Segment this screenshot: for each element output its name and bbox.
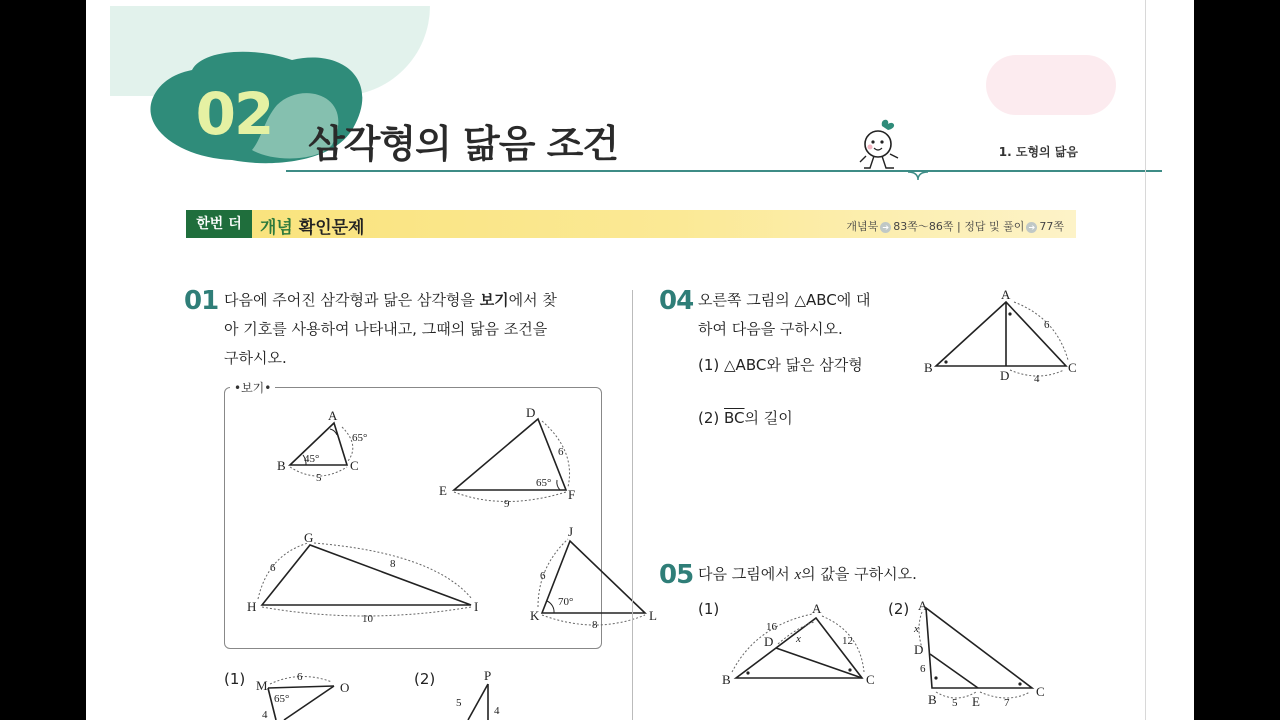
workbook-page: [86, 0, 1194, 720]
svg-text:65°: 65°: [274, 693, 290, 705]
svg-text:C: C: [1068, 360, 1077, 375]
problem-04-sub-1: (1) △ABC와 닮은 삼각형: [698, 356, 863, 374]
svg-text:8: 8: [592, 619, 598, 631]
svg-text:D: D: [1000, 368, 1010, 383]
chapter-number: 02: [195, 80, 273, 148]
svg-text:G: G: [304, 530, 314, 545]
band-tag: 한번 더: [186, 210, 252, 238]
triangle-ghi: [247, 530, 478, 625]
svg-text:6: 6: [558, 446, 564, 458]
problem-01-sub-1: (1): [224, 670, 246, 688]
svg-text:F: F: [568, 487, 576, 502]
arrow-icon: ➔: [1026, 222, 1037, 233]
svg-text:K: K: [530, 608, 540, 623]
page-edge: [1145, 0, 1146, 720]
band-title-prefix: 개념: [260, 218, 293, 238]
problem-number-05: 05: [659, 560, 694, 590]
triangle-jkl: [530, 524, 657, 631]
ref-answer: 정답 및 풀이: [964, 220, 1025, 233]
page-reference: [846, 218, 1064, 234]
svg-text:L: L: [649, 608, 657, 623]
svg-text:J: J: [568, 524, 574, 539]
column-divider: [632, 290, 633, 720]
section-label: 1. 도형의 닮음: [998, 145, 1078, 159]
ref-pages: 83쪽～86쪽: [893, 220, 954, 233]
svg-text:I: I: [474, 599, 479, 614]
svg-text:7: 7: [1004, 697, 1010, 709]
problem-04-sub-2: (2) $\overline{BC}$의 길이: [698, 409, 793, 427]
svg-text:4: 4: [494, 705, 500, 717]
svg-text:6: 6: [270, 562, 276, 574]
svg-text:6: 6: [1044, 319, 1050, 331]
problem-01-sub-2: (2): [414, 670, 436, 688]
band-title-rest: 확인문제: [298, 218, 365, 238]
triangle-p: [456, 668, 500, 720]
svg-text:C: C: [1036, 684, 1045, 699]
band-title: [260, 213, 364, 238]
header-underline: [286, 170, 1162, 172]
problem-04-text: 오른쪽 그림의 △ABC에 대 하여 다음을 구하시오.: [698, 291, 871, 338]
svg-text:A: A: [328, 408, 338, 423]
svg-text:x: x: [914, 623, 919, 635]
svg-text:4: 4: [1034, 373, 1040, 385]
svg-text:6: 6: [920, 663, 926, 675]
problem-number-04: 04: [659, 286, 694, 316]
svg-text:5: 5: [316, 472, 322, 484]
problem-05-figure-2: [908, 598, 1078, 712]
underline-notch: [906, 166, 930, 182]
example-box-label: •보기•: [230, 379, 275, 396]
bleed-through-mark: [986, 55, 1116, 115]
problem-05-sub-2: (2): [888, 600, 910, 618]
svg-text:9: 9: [504, 498, 510, 510]
svg-text:x: x: [796, 633, 801, 645]
svg-text:B: B: [722, 672, 731, 687]
problem-05-figure-1: [716, 598, 886, 694]
problem-05-sub-1: (1): [698, 600, 720, 618]
ref-separator: |: [957, 220, 961, 233]
svg-text:A: A: [812, 601, 822, 616]
svg-text:C: C: [866, 672, 875, 687]
svg-text:B: B: [924, 360, 933, 375]
svg-text:12: 12: [842, 635, 853, 647]
svg-text:A: A: [1001, 287, 1011, 302]
triangle-mno: [256, 671, 349, 720]
partial-figures: [236, 666, 500, 720]
svg-text:10: 10: [362, 613, 373, 625]
svg-text:O: O: [340, 680, 350, 695]
svg-text:D: D: [914, 642, 924, 657]
chapter-title: 삼각형의 닮음 조건: [308, 122, 619, 166]
svg-text:8: 8: [390, 558, 396, 570]
svg-text:C: C: [350, 458, 359, 473]
svg-text:4: 4: [262, 709, 268, 720]
ref-book: 개념북: [846, 220, 879, 233]
triangle-def: [439, 405, 575, 510]
svg-text:16: 16: [766, 621, 777, 633]
svg-text:E: E: [439, 483, 447, 498]
problem-01-text: 다음에 주어진 삼각형과 닮은 삼각형을 보기에서 찾 아 기호를 사용하여 나타내고, 그때의 닮음 조건을 구하시오.: [224, 291, 557, 367]
svg-text:6: 6: [297, 671, 303, 683]
svg-text:H: H: [247, 599, 257, 614]
example-figures: [224, 387, 657, 647]
svg-text:B: B: [928, 692, 937, 707]
problem-number-01: 01: [184, 286, 219, 316]
svg-text:D: D: [764, 634, 774, 649]
svg-text:65°: 65°: [536, 477, 552, 489]
svg-text:E: E: [972, 694, 980, 709]
svg-text:5: 5: [456, 697, 462, 709]
svg-text:45°: 45°: [304, 453, 320, 465]
svg-text:6: 6: [540, 570, 546, 582]
svg-text:70°: 70°: [558, 596, 574, 608]
triangle-abc: [277, 408, 367, 484]
svg-text:A: A: [918, 598, 928, 613]
mascot-icon: [856, 116, 908, 172]
svg-text:M: M: [256, 678, 268, 693]
problem-04-figure: [918, 284, 1088, 388]
svg-text:5: 5: [952, 697, 958, 709]
svg-text:65°: 65°: [352, 432, 368, 444]
arrow-icon: ➔: [880, 222, 891, 233]
svg-text:D: D: [526, 405, 536, 420]
problem-05-text: 다음 그림에서 x의 값을 구하시오.: [698, 565, 917, 583]
svg-text:B: B: [277, 458, 286, 473]
svg-text:P: P: [484, 668, 492, 683]
ref-answer-page: 77쪽: [1039, 220, 1064, 233]
